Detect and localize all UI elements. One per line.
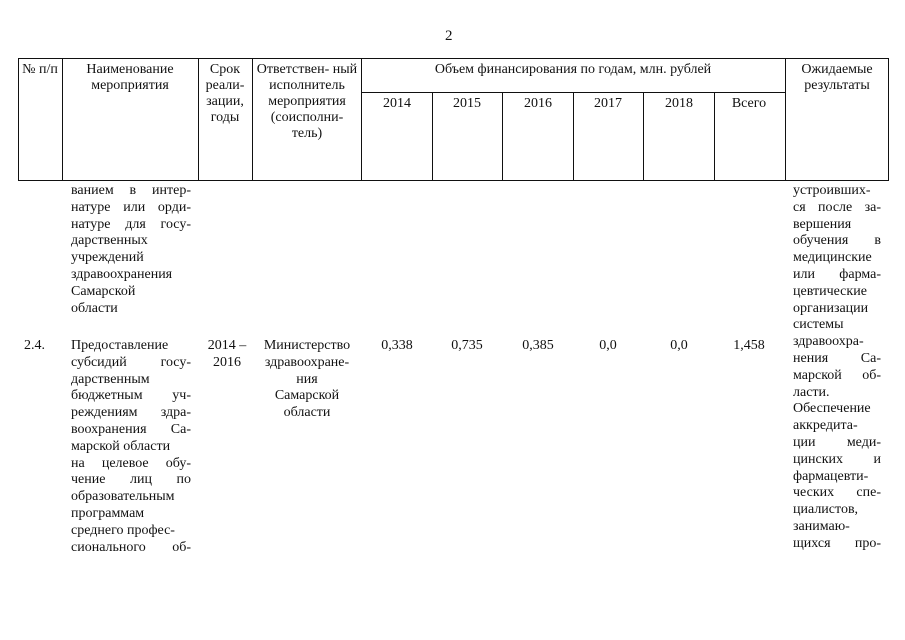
text-line: щихся про- (793, 535, 881, 551)
header-name-text: Наименование мероприятия (86, 62, 174, 93)
text-line: натуре или орди- (71, 199, 191, 215)
header-results (788, 62, 886, 94)
text-line: реждениям здра- (71, 405, 191, 421)
header-executor (254, 62, 360, 142)
text-line: чение лиц по (71, 472, 191, 488)
text-line: цевтические (793, 283, 867, 299)
header-term-text: Срок реали- зации, годы (205, 62, 245, 125)
text-line: дарственных (71, 233, 148, 249)
text-line: или фарма- (793, 266, 881, 282)
text-line: Самарской (71, 283, 136, 299)
value-2014: 0,338 (381, 338, 413, 353)
text-line: среднего профес- (71, 522, 175, 538)
text-line: ния (296, 371, 318, 387)
header-term (199, 62, 251, 126)
text-line: здравоохра- (793, 334, 864, 350)
value-2015: 0,735 (451, 338, 483, 353)
text-line: вершения (793, 216, 852, 232)
value-2016: 0,385 (522, 338, 554, 353)
text-line: ласти. (793, 384, 830, 400)
year-2016: 2016 (524, 96, 552, 111)
text-line: здравоохране- (264, 354, 350, 370)
text-line: воохранения Са- (71, 421, 191, 437)
grid-line (785, 58, 786, 181)
results-cell (793, 183, 881, 553)
text-line: циалистов, (793, 502, 859, 518)
text-line: цинских и (793, 451, 881, 467)
text-line: устроивших- (793, 183, 871, 198)
text-line: ся после за- (793, 199, 881, 215)
row-term-cell (199, 338, 255, 372)
header-name (64, 62, 196, 94)
row-number: 2.4. (24, 338, 45, 353)
text-line: Обеспечение (793, 401, 871, 417)
year-2014: 2014 (383, 96, 411, 111)
text-line: 2016 (213, 354, 241, 370)
text-line: Министерство (263, 338, 351, 353)
year-2017: 2017 (594, 96, 622, 111)
row-name-cell (71, 338, 191, 556)
text-line: бюджетным уч- (71, 388, 191, 404)
text-line: ванием в интер- (71, 183, 191, 198)
text-line: программам (71, 505, 145, 521)
text-line: области (71, 300, 118, 316)
grid-line (361, 58, 362, 181)
text-line: на целевое обу- (71, 455, 191, 471)
text-line: субсидий госу- (71, 354, 191, 370)
value-2017: 0,0 (599, 338, 617, 353)
year-2018: 2018 (665, 96, 693, 111)
grid-line (62, 58, 63, 181)
text-line: системы (793, 317, 844, 333)
value-total: 1,458 (733, 338, 765, 353)
text-line: учреждений (71, 250, 144, 266)
header-bottom-border (18, 180, 888, 181)
text-line: аккредита- (793, 418, 858, 434)
header-results-text: Ожидаемые результаты (801, 62, 873, 93)
grid-line (888, 58, 889, 181)
text-line: марской об- (793, 367, 881, 383)
text-line: дарственным (71, 371, 150, 387)
text-line: организации (793, 300, 869, 316)
year-2015: 2015 (453, 96, 481, 111)
text-line: ции меди- (793, 434, 881, 450)
value-2018: 0,0 (670, 338, 688, 353)
text-line: медицинские (793, 250, 872, 266)
table-top-border (18, 58, 888, 59)
text-line: сионального об- (71, 539, 191, 555)
text-line: 2014 – (207, 338, 247, 353)
row-executor-cell (254, 338, 360, 422)
text-line: занимаю- (793, 518, 850, 534)
year-total: Всего (731, 96, 767, 111)
text-line: Самарской (274, 388, 340, 404)
header-funding-text: Объем финансирования по годам, млн. рублей (434, 62, 712, 77)
text-line: области (283, 405, 331, 421)
page-number: 2 (445, 28, 453, 44)
grid-line (252, 58, 253, 181)
text-line: фармацевти- (793, 468, 869, 484)
text-line: образовательным (71, 489, 175, 505)
text-line: ческих спе- (793, 485, 881, 501)
text-line: обучения в (793, 233, 881, 249)
header-no-text: № п/п (22, 62, 58, 77)
text-line: марской области (71, 438, 171, 454)
text-line: натуре для госу- (71, 216, 191, 232)
text-line: здравоохранения (71, 266, 173, 282)
text-line: нения Са- (793, 350, 881, 366)
header-no (18, 62, 62, 78)
header-funding (420, 62, 726, 78)
continued-name-cell (71, 183, 191, 317)
text-line: Предоставление (71, 338, 169, 353)
header-executor-text: Ответствен- ный исполнитель мероприятия (соисполни- тель) (256, 62, 358, 141)
